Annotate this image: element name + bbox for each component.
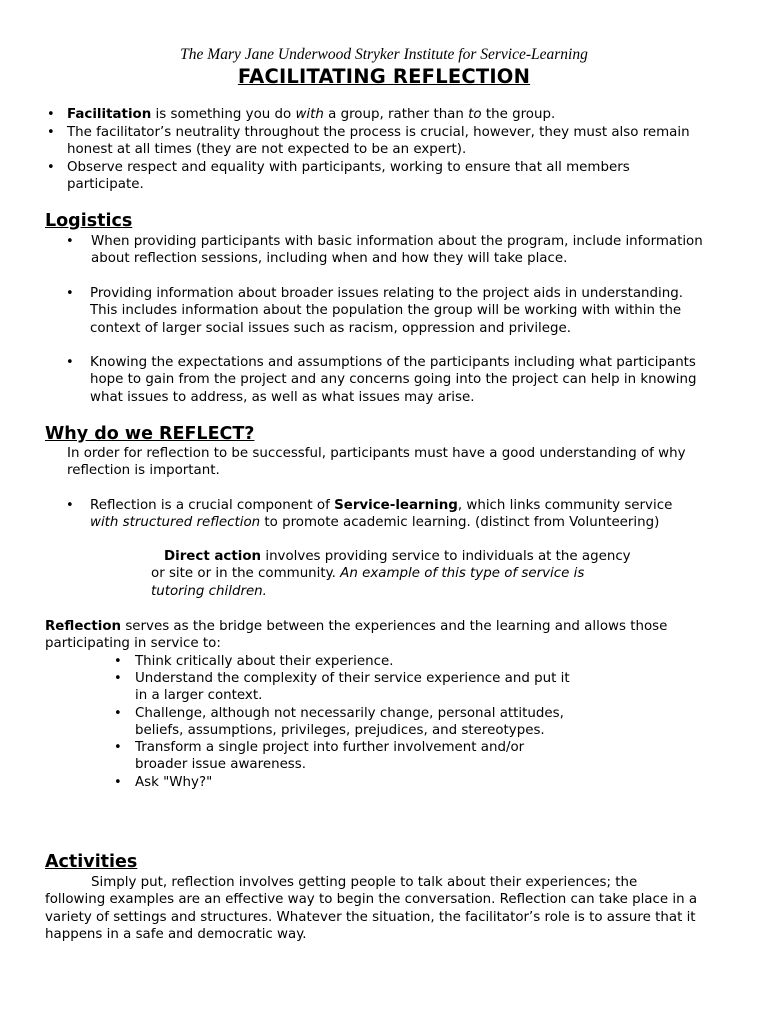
- bullet-icon: •: [114, 654, 122, 669]
- bullet-icon: •: [66, 498, 74, 513]
- term: Reflection: [45, 619, 122, 634]
- term: Facilitation: [67, 107, 152, 122]
- bullet-icon: •: [114, 740, 122, 755]
- why-paragraph: In order for reflection to be successful, participants must have a good understanding of why reflection is important.: [67, 446, 686, 479]
- bullet-icon: •: [66, 286, 74, 301]
- bullet-icon: •: [47, 125, 55, 140]
- term: Direct action: [164, 549, 262, 564]
- activities-paragraph: Simply put, reflection involves getting people to talk about their experiences; the following examples are an effective way to begin the conversation. Reflection can take place in a variety of settings and structures. Whatever the situation, the facilitator’s role is to assure that it happens in a safe and democratic way.: [45, 875, 698, 943]
- section-heading-why: Why do we REFLECT?: [45, 424, 255, 444]
- bullet-icon: •: [66, 234, 74, 249]
- bullet-icon: •: [114, 706, 122, 721]
- page-title: FACILITATING REFLECTION: [237, 65, 531, 88]
- bullet-icon: •: [47, 107, 55, 122]
- direct-action-note: Direct action involves providing service to individuals at the agency or site or in the community. An example of this type of service is tutoring children.: [151, 549, 631, 599]
- bullet-icon: •: [47, 160, 55, 175]
- bullet-icon: •: [114, 671, 122, 686]
- bullet-icon: •: [114, 775, 122, 790]
- reflection-paragraph: Reflection serves as the bridge between the experiences and the learning and allows those participating in service to:: [45, 619, 668, 652]
- section-heading-logistics: Logistics: [45, 211, 133, 231]
- section-heading-activities: Activities: [45, 852, 138, 872]
- term: Service-learning: [334, 498, 458, 513]
- bullet-icon: •: [66, 355, 74, 370]
- institute-name: The Mary Jane Underwood Stryker Institute for Service-Learning: [180, 46, 588, 63]
